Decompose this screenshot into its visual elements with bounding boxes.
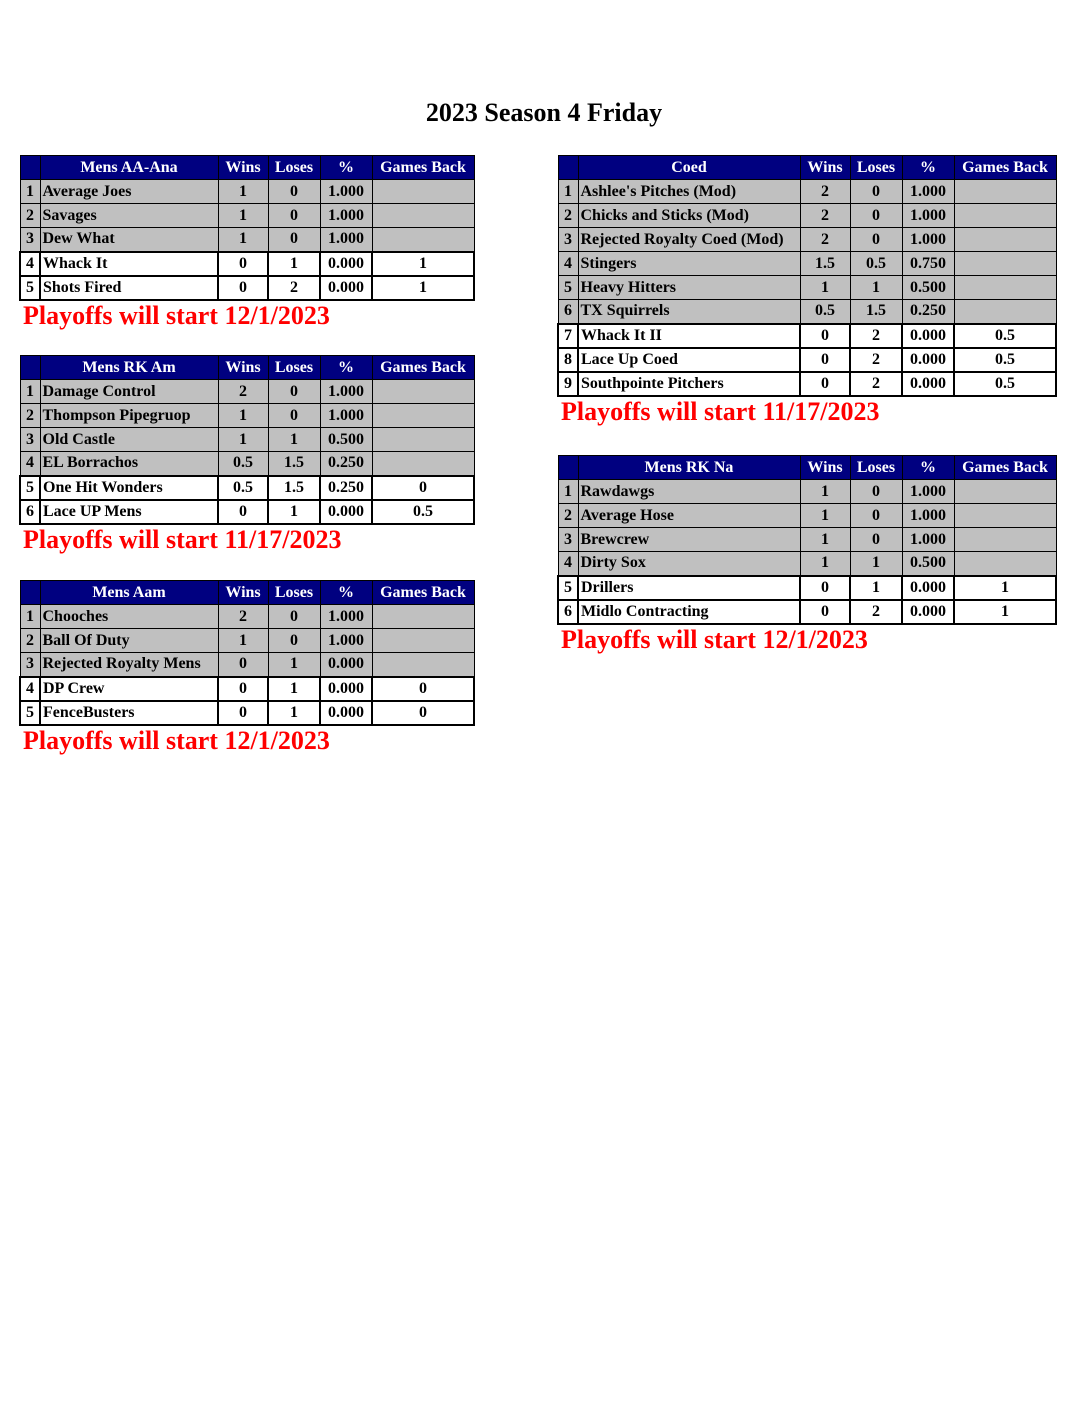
loses-header: Loses xyxy=(850,456,902,480)
division-name-header: Mens RK Na xyxy=(578,456,800,480)
pct-header: % xyxy=(320,156,372,180)
loses-cell: 0 xyxy=(850,528,902,552)
wins-cell: 0 xyxy=(218,252,268,276)
loses-cell: 1.5 xyxy=(268,452,320,476)
loses-cell: 2 xyxy=(850,324,902,348)
standings-table xyxy=(557,455,1057,625)
wins-cell: 1 xyxy=(800,528,850,552)
team-name-cell: Lace UP Mens xyxy=(40,500,218,524)
table-row xyxy=(558,180,1056,204)
division-block xyxy=(19,355,475,554)
table-row xyxy=(558,480,1056,504)
seed-cell: 3 xyxy=(20,428,40,452)
team-name-cell: Old Castle xyxy=(40,428,218,452)
seed-cell: 3 xyxy=(558,528,578,552)
seed-header xyxy=(20,156,40,180)
games-back-cell xyxy=(954,204,1056,228)
wins-cell: 2 xyxy=(800,180,850,204)
table-row xyxy=(558,348,1056,372)
games-back-cell: 0.5 xyxy=(954,324,1056,348)
wins-cell: 0.5 xyxy=(218,452,268,476)
loses-cell: 0 xyxy=(850,504,902,528)
team-name-cell: One Hit Wonders xyxy=(40,476,218,500)
pct-cell: 1.000 xyxy=(902,180,954,204)
playoffs-note: Playoffs will start 11/17/2023 xyxy=(561,396,880,426)
pct-header: % xyxy=(902,456,954,480)
wins-cell: 0.5 xyxy=(218,476,268,500)
table-row xyxy=(558,252,1056,276)
table-row xyxy=(20,404,474,428)
pct-cell: 1.000 xyxy=(902,204,954,228)
wins-header: Wins xyxy=(218,356,268,380)
team-name-cell: Whack It II xyxy=(578,324,800,348)
division-name-header: Mens AA-Ana xyxy=(40,156,218,180)
loses-cell: 0 xyxy=(268,404,320,428)
team-name-cell: Average Joes xyxy=(40,180,218,204)
games-back-cell xyxy=(954,228,1056,252)
games-back-cell xyxy=(954,528,1056,552)
loses-cell: 1 xyxy=(268,428,320,452)
standings-table xyxy=(19,355,475,525)
seed-cell: 4 xyxy=(558,552,578,576)
table-row xyxy=(20,476,474,500)
wins-cell: 1 xyxy=(218,404,268,428)
seed-header xyxy=(558,156,578,180)
team-name-cell: Ball Of Duty xyxy=(40,629,218,653)
table-row xyxy=(20,380,474,404)
pct-cell: 0.000 xyxy=(320,500,372,524)
games-back-cell: 0.5 xyxy=(954,348,1056,372)
pct-cell: 1.000 xyxy=(320,204,372,228)
table-row xyxy=(558,276,1056,300)
games-back-header: Games Back xyxy=(954,456,1056,480)
wins-header: Wins xyxy=(800,456,850,480)
loses-cell: 1.5 xyxy=(850,300,902,324)
seed-header xyxy=(20,581,40,605)
loses-cell: 1 xyxy=(850,276,902,300)
loses-cell: 0 xyxy=(268,180,320,204)
wins-cell: 0.5 xyxy=(800,300,850,324)
table-header-row xyxy=(20,356,474,380)
division-block xyxy=(557,455,1057,654)
pct-cell: 0.000 xyxy=(320,677,372,701)
games-back-cell xyxy=(372,404,474,428)
seed-cell: 2 xyxy=(20,204,40,228)
table-header-row xyxy=(20,581,474,605)
table-row xyxy=(20,452,474,476)
division-name-header: Mens RK Am xyxy=(40,356,218,380)
loses-cell: 0 xyxy=(268,204,320,228)
seed-cell: 4 xyxy=(20,252,40,276)
pct-header: % xyxy=(320,356,372,380)
pct-cell: 0.000 xyxy=(902,348,954,372)
team-name-cell: Rawdawgs xyxy=(578,480,800,504)
table-row xyxy=(558,300,1056,324)
loses-cell: 0 xyxy=(850,480,902,504)
division-block xyxy=(19,580,475,755)
games-back-cell xyxy=(372,629,474,653)
pct-cell: 1.000 xyxy=(902,528,954,552)
games-back-cell: 0 xyxy=(372,701,474,725)
seed-cell: 6 xyxy=(558,600,578,624)
team-name-cell: Southpointe Pitchers xyxy=(578,372,800,396)
table-row xyxy=(20,653,474,677)
loses-cell: 0 xyxy=(268,228,320,252)
seed-cell: 5 xyxy=(558,276,578,300)
wins-cell: 1 xyxy=(800,276,850,300)
loses-cell: 0 xyxy=(268,380,320,404)
games-back-cell xyxy=(954,252,1056,276)
games-back-cell xyxy=(954,504,1056,528)
team-name-cell: Rejected Royalty Coed (Mod) xyxy=(578,228,800,252)
division-name-header: Mens Aam xyxy=(40,581,218,605)
loses-header: Loses xyxy=(268,156,320,180)
loses-cell: 1 xyxy=(268,500,320,524)
games-back-header: Games Back xyxy=(372,581,474,605)
table-row xyxy=(20,252,474,276)
table-row xyxy=(20,228,474,252)
table-row xyxy=(20,180,474,204)
team-name-cell: Stingers xyxy=(578,252,800,276)
games-back-cell xyxy=(372,653,474,677)
seed-cell: 1 xyxy=(558,180,578,204)
loses-cell: 0 xyxy=(850,180,902,204)
team-name-cell: Thompson Pipegruop xyxy=(40,404,218,428)
loses-cell: 0 xyxy=(850,228,902,252)
games-back-header: Games Back xyxy=(372,356,474,380)
table-row xyxy=(558,528,1056,552)
table-row xyxy=(20,204,474,228)
loses-cell: 1 xyxy=(850,552,902,576)
loses-cell: 2 xyxy=(268,276,320,300)
pct-cell: 0.750 xyxy=(902,252,954,276)
seed-cell: 1 xyxy=(20,605,40,629)
seed-cell: 1 xyxy=(558,480,578,504)
loses-cell: 0 xyxy=(268,629,320,653)
games-back-cell: 0.5 xyxy=(372,500,474,524)
table-row xyxy=(558,228,1056,252)
loses-cell: 1.5 xyxy=(268,476,320,500)
table-row xyxy=(20,428,474,452)
playoffs-note: Playoffs will start 12/1/2023 xyxy=(561,624,868,654)
pct-cell: 0.500 xyxy=(902,552,954,576)
team-name-cell: Drillers xyxy=(578,576,800,600)
wins-cell: 0 xyxy=(218,276,268,300)
games-back-cell xyxy=(954,300,1056,324)
pct-cell: 0.250 xyxy=(320,476,372,500)
pct-cell: 1.000 xyxy=(320,404,372,428)
games-back-cell: 0.5 xyxy=(954,372,1056,396)
seed-cell: 2 xyxy=(558,504,578,528)
team-name-cell: Heavy Hitters xyxy=(578,276,800,300)
loses-header: Loses xyxy=(268,581,320,605)
games-back-cell: 0 xyxy=(372,476,474,500)
team-name-cell: Chooches xyxy=(40,605,218,629)
games-back-header: Games Back xyxy=(372,156,474,180)
seed-cell: 3 xyxy=(20,653,40,677)
seed-cell: 8 xyxy=(558,348,578,372)
games-back-cell xyxy=(372,204,474,228)
games-back-cell xyxy=(372,180,474,204)
wins-cell: 0 xyxy=(800,372,850,396)
wins-cell: 2 xyxy=(218,380,268,404)
division-name-header: Coed xyxy=(578,156,800,180)
page-title: 2023 Season 4 Friday xyxy=(425,98,663,127)
pct-cell: 0.250 xyxy=(320,452,372,476)
pct-cell: 1.000 xyxy=(902,504,954,528)
pct-cell: 1.000 xyxy=(320,629,372,653)
division-block xyxy=(557,155,1057,426)
team-name-cell: Lace Up Coed xyxy=(578,348,800,372)
seed-header xyxy=(558,456,578,480)
wins-cell: 1 xyxy=(800,480,850,504)
division-block xyxy=(19,155,475,330)
games-back-cell: 1 xyxy=(372,252,474,276)
seed-cell: 3 xyxy=(20,228,40,252)
team-name-cell: Savages xyxy=(40,204,218,228)
games-back-cell: 1 xyxy=(954,600,1056,624)
loses-cell: 0 xyxy=(850,204,902,228)
table-header-row xyxy=(558,456,1056,480)
team-name-cell: Midlo Contracting xyxy=(578,600,800,624)
wins-cell: 1 xyxy=(800,504,850,528)
games-back-cell xyxy=(372,428,474,452)
seed-cell: 2 xyxy=(20,629,40,653)
loses-cell: 1 xyxy=(268,677,320,701)
games-back-cell: 0 xyxy=(372,677,474,701)
pct-cell: 0.000 xyxy=(902,576,954,600)
wins-header: Wins xyxy=(218,156,268,180)
playoffs-note: Playoffs will start 12/1/2023 xyxy=(23,300,330,330)
seed-cell: 5 xyxy=(20,476,40,500)
games-back-cell xyxy=(372,452,474,476)
loses-cell: 2 xyxy=(850,372,902,396)
table-header-row xyxy=(558,156,1056,180)
standings-table xyxy=(19,155,475,301)
pct-header: % xyxy=(320,581,372,605)
table-row xyxy=(20,605,474,629)
seed-cell: 5 xyxy=(20,701,40,725)
pct-cell: 0.000 xyxy=(320,252,372,276)
games-back-cell xyxy=(372,380,474,404)
table-row xyxy=(558,504,1056,528)
wins-cell: 2 xyxy=(800,204,850,228)
seed-cell: 3 xyxy=(558,228,578,252)
wins-cell: 0 xyxy=(800,324,850,348)
wins-header: Wins xyxy=(800,156,850,180)
table-row xyxy=(558,600,1056,624)
table-row xyxy=(558,552,1056,576)
team-name-cell: Ashlee's Pitches (Mod) xyxy=(578,180,800,204)
games-back-cell xyxy=(954,480,1056,504)
table-row xyxy=(20,276,474,300)
pct-header: % xyxy=(902,156,954,180)
seed-cell: 6 xyxy=(20,500,40,524)
wins-cell: 0 xyxy=(800,348,850,372)
pct-cell: 1.000 xyxy=(320,228,372,252)
wins-cell: 1 xyxy=(218,228,268,252)
pct-cell: 1.000 xyxy=(320,380,372,404)
loses-cell: 1 xyxy=(850,576,902,600)
seed-cell: 1 xyxy=(20,180,40,204)
standings-table xyxy=(557,155,1057,397)
wins-cell: 1 xyxy=(218,428,268,452)
playoffs-note: Playoffs will start 11/17/2023 xyxy=(23,524,342,554)
pct-cell: 0.000 xyxy=(320,701,372,725)
pct-cell: 0.000 xyxy=(902,372,954,396)
games-back-cell xyxy=(372,605,474,629)
seed-cell: 2 xyxy=(558,204,578,228)
seed-cell: 7 xyxy=(558,324,578,348)
games-back-cell xyxy=(372,228,474,252)
wins-cell: 2 xyxy=(218,605,268,629)
loses-cell: 1 xyxy=(268,701,320,725)
team-name-cell: Damage Control xyxy=(40,380,218,404)
table-row xyxy=(20,701,474,725)
pct-cell: 1.000 xyxy=(902,480,954,504)
seed-cell: 9 xyxy=(558,372,578,396)
table-row xyxy=(20,500,474,524)
loses-header: Loses xyxy=(850,156,902,180)
seed-cell: 1 xyxy=(20,380,40,404)
wins-cell: 0 xyxy=(218,701,268,725)
team-name-cell: Average Hose xyxy=(578,504,800,528)
wins-cell: 0 xyxy=(800,576,850,600)
team-name-cell: Dew What xyxy=(40,228,218,252)
pct-cell: 0.000 xyxy=(902,324,954,348)
loses-cell: 2 xyxy=(850,600,902,624)
games-back-cell: 1 xyxy=(954,576,1056,600)
loses-cell: 0 xyxy=(268,605,320,629)
pct-cell: 1.000 xyxy=(320,180,372,204)
wins-cell: 2 xyxy=(800,228,850,252)
team-name-cell: Dirty Sox xyxy=(578,552,800,576)
table-row xyxy=(20,677,474,701)
games-back-cell xyxy=(954,552,1056,576)
wins-cell: 0 xyxy=(218,677,268,701)
seed-cell: 4 xyxy=(20,452,40,476)
games-back-cell: 1 xyxy=(372,276,474,300)
team-name-cell: EL Borrachos xyxy=(40,452,218,476)
pct-cell: 0.000 xyxy=(320,276,372,300)
wins-cell: 0 xyxy=(218,653,268,677)
loses-cell: 2 xyxy=(850,348,902,372)
standings-table xyxy=(19,580,475,726)
loses-header: Loses xyxy=(268,356,320,380)
team-name-cell: Whack It xyxy=(40,252,218,276)
playoffs-note: Playoffs will start 12/1/2023 xyxy=(23,725,330,755)
table-row xyxy=(558,324,1056,348)
pct-cell: 0.250 xyxy=(902,300,954,324)
pct-cell: 1.000 xyxy=(320,605,372,629)
seed-cell: 4 xyxy=(20,677,40,701)
loses-cell: 1 xyxy=(268,653,320,677)
wins-cell: 1 xyxy=(800,552,850,576)
pct-cell: 0.000 xyxy=(320,653,372,677)
pct-cell: 0.500 xyxy=(902,276,954,300)
table-row xyxy=(558,204,1056,228)
pct-cell: 0.500 xyxy=(320,428,372,452)
games-back-cell xyxy=(954,180,1056,204)
games-back-cell xyxy=(954,276,1056,300)
seed-cell: 2 xyxy=(20,404,40,428)
wins-cell: 0 xyxy=(800,600,850,624)
team-name-cell: DP Crew xyxy=(40,677,218,701)
pct-cell: 1.000 xyxy=(902,228,954,252)
team-name-cell: TX Squirrels xyxy=(578,300,800,324)
team-name-cell: Chicks and Sticks (Mod) xyxy=(578,204,800,228)
loses-cell: 1 xyxy=(268,252,320,276)
games-back-header: Games Back xyxy=(954,156,1056,180)
table-row xyxy=(558,372,1056,396)
wins-cell: 1 xyxy=(218,180,268,204)
wins-cell: 1.5 xyxy=(800,252,850,276)
seed-cell: 5 xyxy=(20,276,40,300)
seed-cell: 6 xyxy=(558,300,578,324)
seed-cell: 5 xyxy=(558,576,578,600)
table-row xyxy=(558,576,1056,600)
seed-cell: 4 xyxy=(558,252,578,276)
team-name-cell: Brewcrew xyxy=(578,528,800,552)
wins-cell: 1 xyxy=(218,629,268,653)
team-name-cell: Rejected Royalty Mens xyxy=(40,653,218,677)
table-row xyxy=(20,629,474,653)
loses-cell: 0.5 xyxy=(850,252,902,276)
table-header-row xyxy=(20,156,474,180)
seed-header xyxy=(20,356,40,380)
pct-cell: 0.000 xyxy=(902,600,954,624)
wins-header: Wins xyxy=(218,581,268,605)
team-name-cell: FenceBusters xyxy=(40,701,218,725)
wins-cell: 1 xyxy=(218,204,268,228)
team-name-cell: Shots Fired xyxy=(40,276,218,300)
wins-cell: 0 xyxy=(218,500,268,524)
